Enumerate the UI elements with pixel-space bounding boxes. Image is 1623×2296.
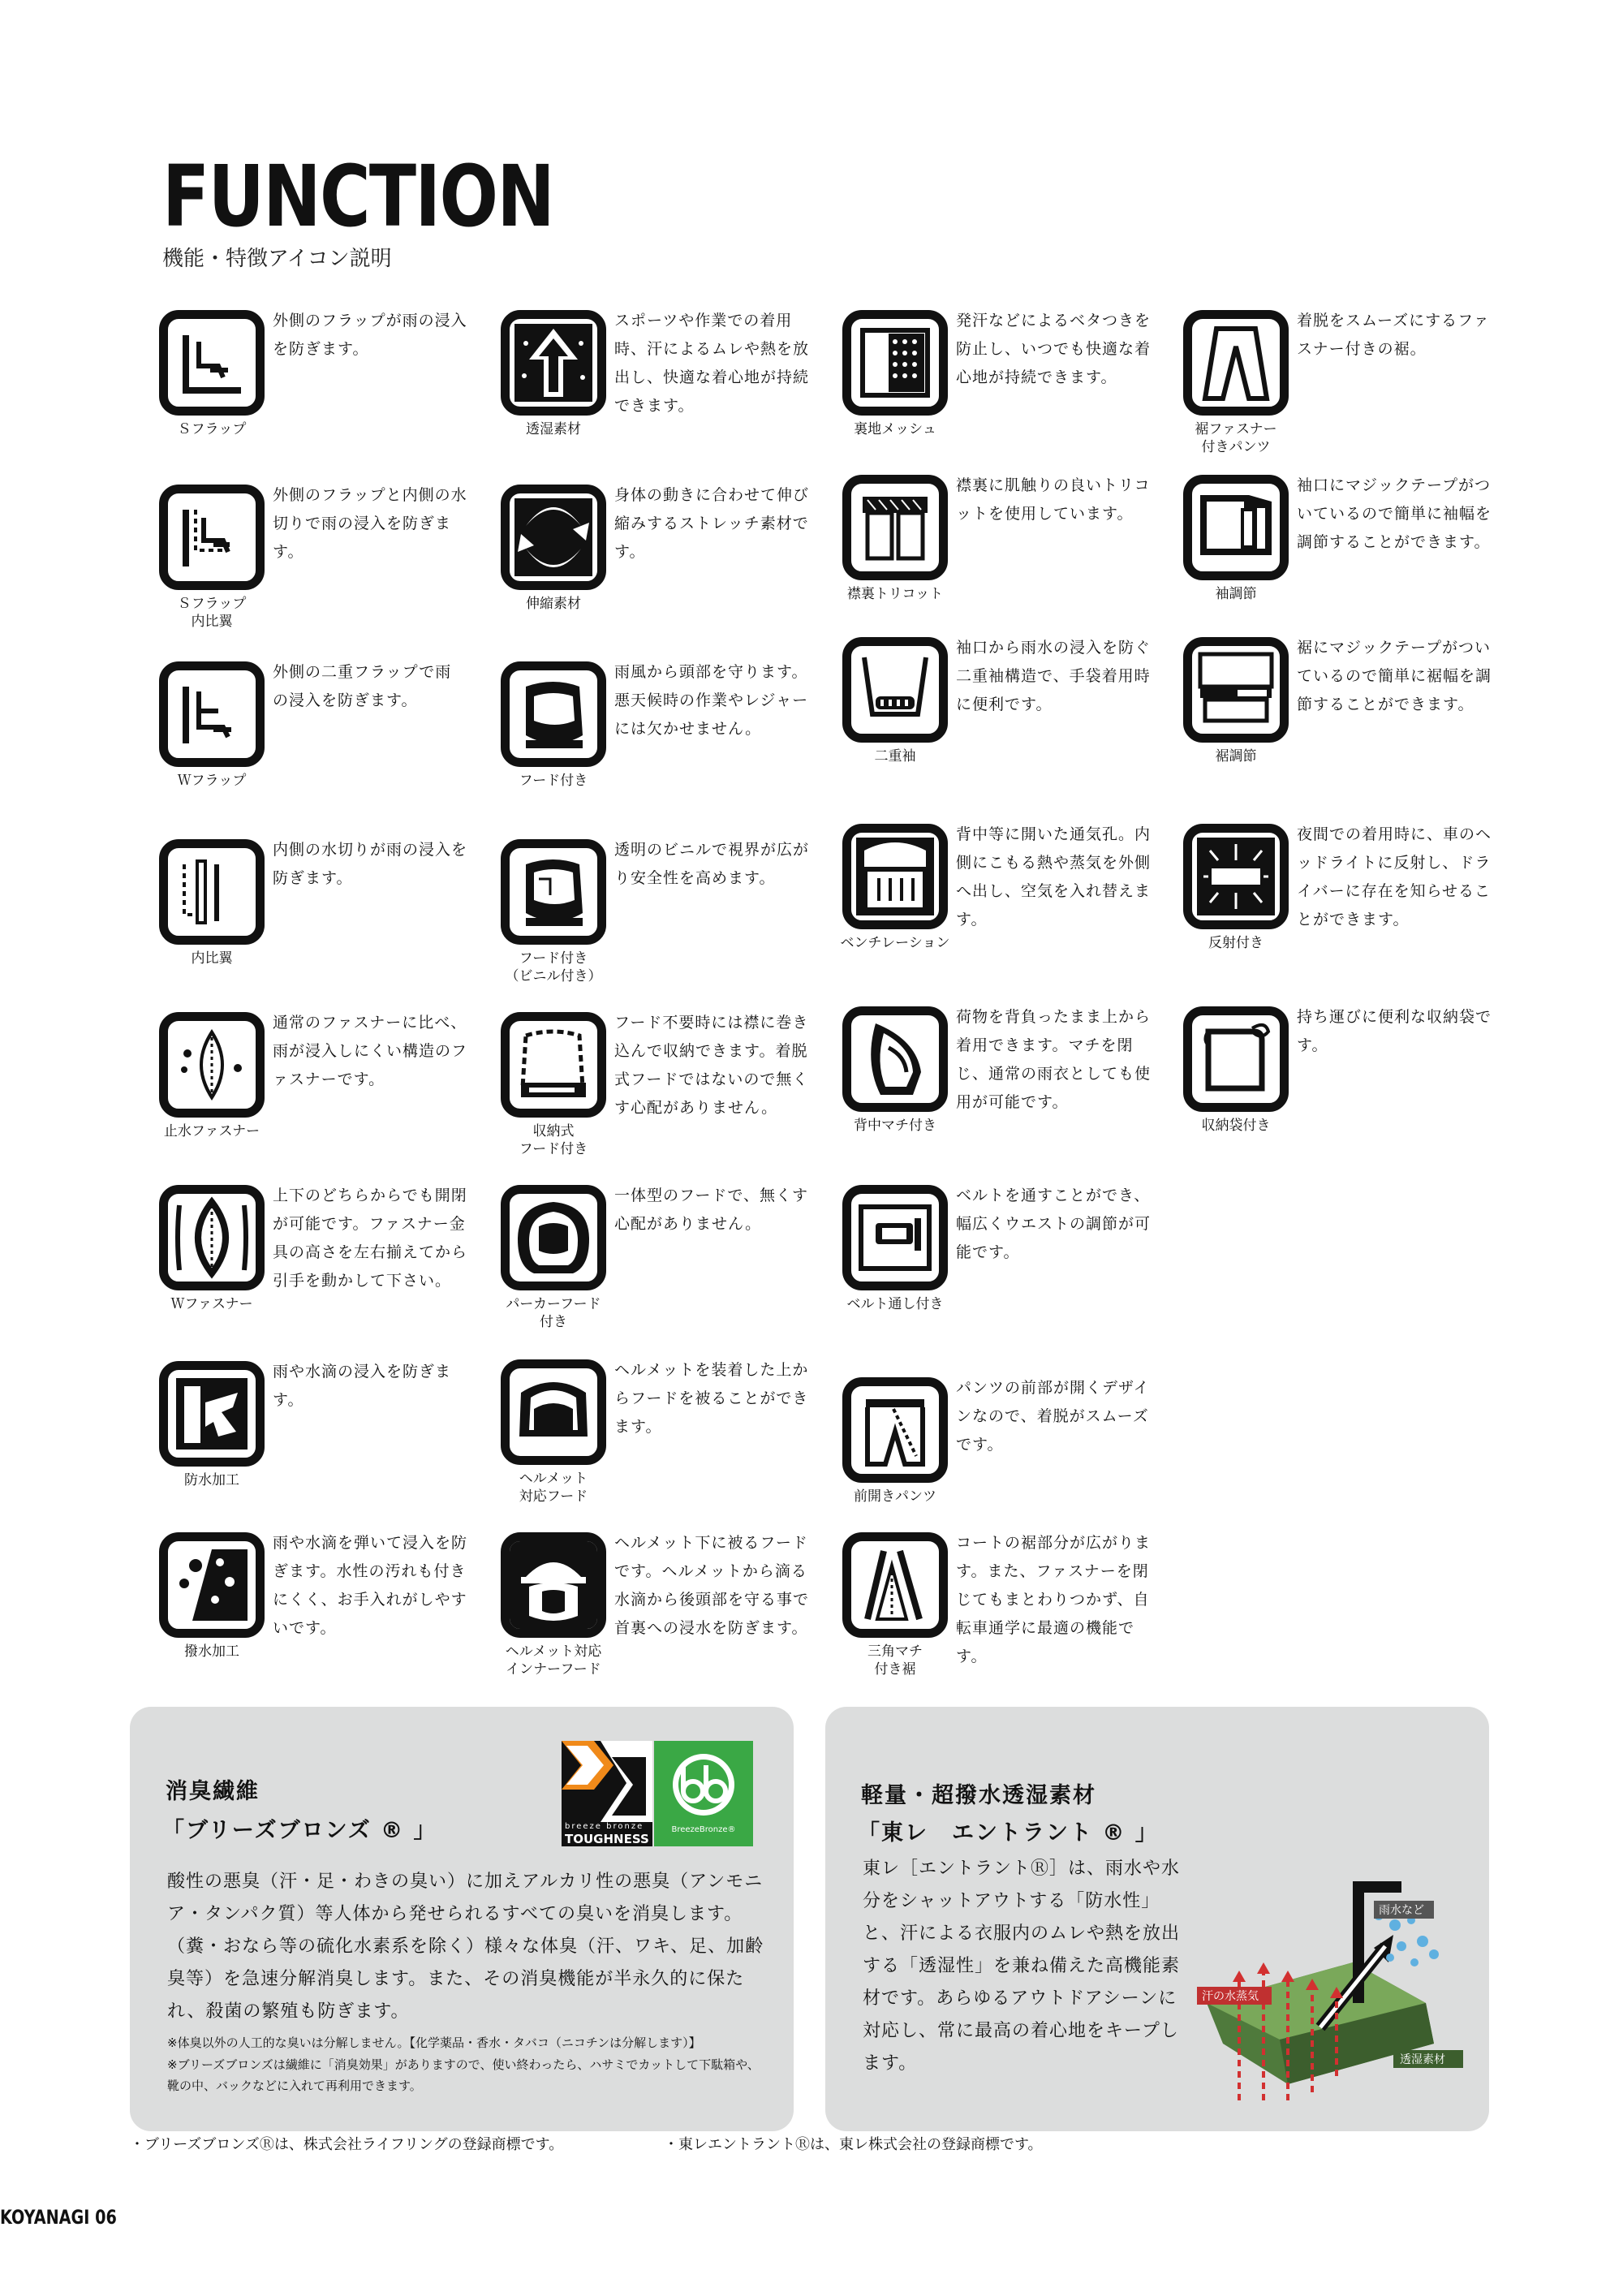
function-item xyxy=(842,824,1151,986)
hood-icon xyxy=(501,661,606,767)
helmet-hood-icon-svg xyxy=(510,1368,597,1456)
panel-note-1: ※体臭以外の人工的な臭いは分解しません。【化学薬品・香水・タバコ（ニコチンは分解します）】 xyxy=(167,2035,701,2050)
function-label: 襟裏トリコット xyxy=(846,586,944,602)
function-description: 襟裏に肌触りの良いトリコットを使用しています。 xyxy=(956,476,1151,523)
function-label: 防水加工 xyxy=(184,1472,239,1488)
hem-zipper-pants-icon xyxy=(1183,310,1289,416)
front-open-pants-icon xyxy=(842,1377,948,1483)
hood-icon-svg xyxy=(510,670,597,758)
function-description: 雨や水滴の浸入を防ぎます。 xyxy=(273,1363,452,1409)
diagram-rain-label: 雨水など xyxy=(1379,1904,1424,1917)
hood-vinyl-icon-svg xyxy=(510,848,597,936)
entrant-material-panel xyxy=(825,1707,1489,2131)
function-item xyxy=(501,839,809,1002)
function-label: 背中マチ付き xyxy=(854,1118,936,1134)
s-flap-inner-icon xyxy=(159,485,265,590)
function-description: 上下のどちらからでも開閉が可能です。ファスナー金具の高さを左右揃えてから引手を動かして下さい。 xyxy=(273,1187,468,1290)
function-item xyxy=(159,485,467,647)
s-flap-icon-svg xyxy=(168,319,256,407)
function-label: Ｗフラップ xyxy=(177,773,247,789)
function-label: 撥水加工 xyxy=(184,1643,239,1660)
function-description: 外側のフラップが雨の浸入を防ぎます。 xyxy=(273,312,467,358)
function-description: 一体型のフードで、無くす心配がありません。 xyxy=(614,1187,809,1233)
function-label: 袖調節 xyxy=(1215,586,1257,602)
inner-flap-icon xyxy=(159,839,265,945)
footnote-right: ・東レエントラントⓇは、東レ株式会社の登録商標です。 xyxy=(664,2136,1043,2153)
function-description: フード不要時には襟に巻き込んで収納できます。着脱式フードではないので無くす心配がありません。 xyxy=(614,1014,809,1117)
helmet-hood-icon xyxy=(501,1359,606,1465)
function-description: 持ち運びに便利な収納袋です。 xyxy=(1297,1008,1492,1054)
reflector-icon xyxy=(1183,824,1289,929)
function-label: 裾調節 xyxy=(1215,748,1257,765)
function-item xyxy=(842,1532,1151,1695)
hood-vinyl-icon xyxy=(501,839,606,945)
function-item xyxy=(501,1359,809,1522)
w-flap-icon-svg xyxy=(168,670,256,758)
function-item xyxy=(159,310,467,472)
function-label: Ｗファスナー xyxy=(170,1296,253,1312)
function-label: フード付き （ビニル付き） xyxy=(505,950,602,984)
function-label: 収納式 フード付き xyxy=(519,1123,588,1157)
function-description: 袖口から雨水の浸入を防ぐ二重袖構造で、手袋着用時に便利です。 xyxy=(956,639,1152,713)
function-item xyxy=(1183,310,1492,472)
function-label: 伸縮素材 xyxy=(526,596,581,612)
function-item xyxy=(1183,475,1492,637)
function-label: フード付き xyxy=(519,773,588,789)
breathable-icon-svg xyxy=(510,319,597,407)
function-item xyxy=(501,310,809,472)
function-label: 裾ファスナー 付きパンツ xyxy=(1195,421,1277,455)
function-item xyxy=(159,1532,467,1695)
reflector-icon-svg xyxy=(1192,833,1280,920)
function-item xyxy=(1183,824,1492,986)
function-description: 裾にマジックテープがついているので簡単に裾幅を調節することができます。 xyxy=(1297,639,1492,713)
entrant-diagram xyxy=(1190,1873,1483,2100)
function-item xyxy=(842,1006,1151,1169)
double-cuff-icon-svg xyxy=(851,646,939,734)
waterproof-icon xyxy=(159,1361,265,1467)
function-description: 夜間での着用時に、車のヘッドライトに反射し、ドライバーに存在を知らせることができます。 xyxy=(1297,825,1492,928)
function-item xyxy=(159,1185,467,1347)
storage-bag-icon-svg xyxy=(1192,1015,1280,1103)
w-zipper-icon xyxy=(159,1185,265,1290)
function-label: 裏地メッシュ xyxy=(854,421,936,437)
function-item xyxy=(1183,637,1492,799)
parka-hood-icon xyxy=(501,1185,606,1290)
function-label: 収納袋付き xyxy=(1201,1118,1271,1134)
hem-adjust-icon-svg xyxy=(1192,646,1280,734)
function-description: ヘルメット下に被るフードです。ヘルメットから滴る水滴から後頭部を守る事で首裏への浸水を防ぎます。 xyxy=(614,1534,810,1637)
function-description: 荷物を背負ったまま上から着用できます。マチを閉じ、通常の雨衣としても使用が可能です。 xyxy=(956,1008,1152,1111)
helmet-inner-hood-icon-svg xyxy=(510,1541,597,1629)
w-zipper-icon-svg xyxy=(168,1194,256,1282)
ventilation-icon xyxy=(842,824,948,929)
function-item xyxy=(842,475,1151,637)
function-item xyxy=(501,485,809,647)
function-item xyxy=(501,1012,809,1174)
function-label: ヘルメット対応 インナーフード xyxy=(505,1643,602,1678)
back-gusset-icon-svg xyxy=(851,1015,939,1103)
s-flap-icon xyxy=(159,310,265,416)
toughness-logo xyxy=(562,1741,652,1846)
footnote-left: ・ブリーズブロンズⓇは、株式会社ライフリングの登録商標です。 xyxy=(130,2136,564,2153)
toughness-logo-small-text: breeze bronze xyxy=(565,1822,644,1831)
belt-loop-icon-svg xyxy=(851,1194,939,1282)
function-item xyxy=(159,1361,467,1523)
collar-tricot-icon-svg xyxy=(851,484,939,571)
s-flap-inner-icon-svg xyxy=(168,493,256,581)
diagram-material-label: 透湿素材 xyxy=(1400,2053,1445,2066)
parka-hood-icon-svg xyxy=(510,1194,597,1282)
panel-note-2: ※ブリーズブロンズは繊維に「消臭効果」がありますので、使い終わったら、ハサミでカットして下駄箱や、靴の中、バックなどに入れて再利用できます。 xyxy=(167,2057,760,2093)
function-label: ベルト通し付き xyxy=(846,1296,944,1312)
function-description: 雨や水滴を弾いて浸入を防ぎます。水性の汚れも付きにくく、お手入れがしやすいです。 xyxy=(273,1534,468,1637)
breathable-icon xyxy=(501,310,606,416)
function-label: ベンチレーション xyxy=(840,935,950,951)
triangle-gusset-icon-svg xyxy=(851,1541,939,1629)
front-open-pants-icon-svg xyxy=(851,1386,939,1474)
function-label: 反射付き xyxy=(1208,935,1264,951)
stretch-icon-svg xyxy=(510,493,597,581)
hem-adjust-icon xyxy=(1183,637,1289,743)
deodorant-fiber-panel xyxy=(130,1707,794,2131)
function-description: 雨風から頭部を守ります。悪天候時の作業やレジャーには欠かせません。 xyxy=(614,663,809,738)
function-description: 発汗などによるベタつきを防止し、いつでも快適な着心地が持続できます。 xyxy=(956,312,1152,386)
waterproof-zipper-icon xyxy=(159,1012,265,1118)
function-description: パンツの前部が開くデザインなので、着脱がスムーズです。 xyxy=(956,1379,1150,1454)
inner-flap-icon-svg xyxy=(168,848,256,936)
mesh-lining-icon-svg xyxy=(851,319,939,407)
function-description: ベルトを通すことができ、幅広くウエストの調節が可能です。 xyxy=(956,1187,1152,1261)
stowable-hood-icon xyxy=(501,1012,606,1118)
function-label: Ｓフラップ 内比翼 xyxy=(177,596,247,630)
function-description: 着脱をスムーズにするファスナー付きの裾。 xyxy=(1297,312,1490,358)
function-label: 二重袖 xyxy=(874,748,916,765)
function-item xyxy=(159,661,467,824)
function-label: 内比翼 xyxy=(191,950,233,967)
sleeve-adjust-icon xyxy=(1183,475,1289,580)
function-item xyxy=(159,839,467,1002)
panel-product-name: 「ブリーズブロンズ ® 」 xyxy=(162,1818,437,1843)
water-repellent-icon xyxy=(159,1532,265,1638)
page-subtitle: 機能・特徴アイコン説明 xyxy=(162,247,392,271)
panel-product-name: 「東レ エントラント ® 」 xyxy=(858,1820,1159,1846)
stretch-icon xyxy=(501,485,606,590)
panel-body: 酸性の悪臭（汗・足・わきの臭い）に加えアルカリ性の悪臭（アンモニア・タンパク質）等人体から発せられるすべての臭いを消臭します。（糞・おなら等の硫化水素系を除く）様々な体臭（汗、ワキ、足、加齢臭等）を急速分解消臭します。また、その消臭機能が半永久的に保たれ、殺菌の繁殖も防ぎます。 xyxy=(167,1872,764,2022)
function-description: 身体の動きに合わせて伸び縮みするストレッチ素材です。 xyxy=(614,486,810,561)
panel-body: 東レ［エントラントⓇ］は、雨水や水分をシャットアウトする「防水性」と、汗による衣服内のムレや熱を放出する「透湿性」を兼ね備えた高機能素材です。あらゆるアウトドアシーンに対応し、常に最高の着心地をキープします。 xyxy=(863,1859,1181,2074)
function-label: Ｓフラップ xyxy=(177,421,247,437)
function-label: 三角マチ 付き裾 xyxy=(867,1643,923,1678)
collar-tricot-icon xyxy=(842,475,948,580)
function-item xyxy=(842,1185,1151,1347)
mesh-lining-icon xyxy=(842,310,948,416)
breezebronze-logo xyxy=(654,1741,753,1846)
function-description: コートの裾部分が広がります。また、ファスナーを閉じてもまとわりつかず、自転車通学に最適の機能です。 xyxy=(956,1534,1152,1665)
w-flap-icon xyxy=(159,661,265,767)
function-label: 前開きパンツ xyxy=(854,1488,936,1505)
function-description: 外側の二重フラップで雨の浸入を防ぎます。 xyxy=(273,663,452,709)
stowable-hood-icon-svg xyxy=(510,1021,597,1109)
breezebronze-logo-mark xyxy=(654,1741,753,1822)
page-title: FUNCTION xyxy=(162,147,554,246)
function-item xyxy=(842,310,1151,472)
function-item xyxy=(159,1012,467,1174)
function-label: パーカーフード 付き xyxy=(506,1296,601,1330)
waterproof-zipper-icon-svg xyxy=(168,1021,256,1109)
function-item xyxy=(842,637,1151,799)
function-item xyxy=(1183,1006,1492,1169)
function-description: スポーツや作業での着用時、汗によるムレや熱を放出し、快適な着心地が持続できます。 xyxy=(614,312,810,415)
function-description: 通常のファスナーに比べ、雨が浸入しにくい構造のファスナーです。 xyxy=(273,1014,468,1088)
function-label: ヘルメット 対応フード xyxy=(519,1471,588,1505)
double-cuff-icon xyxy=(842,637,948,743)
function-item xyxy=(501,1185,809,1347)
function-description: 内側の水切りが雨の浸入を防ぎます。 xyxy=(273,841,468,887)
function-item xyxy=(501,661,809,824)
waterproof-icon-svg xyxy=(168,1370,256,1458)
panel-title: 軽量・超撥水透湿素材 xyxy=(861,1783,1096,1808)
storage-bag-icon xyxy=(1183,1006,1289,1112)
panel-title: 消臭繊維 xyxy=(166,1779,260,1804)
ventilation-icon-svg xyxy=(851,833,939,920)
belt-loop-icon xyxy=(842,1185,948,1290)
function-item xyxy=(842,1377,1151,1540)
back-gusset-icon xyxy=(842,1006,948,1112)
triangle-gusset-icon xyxy=(842,1532,948,1638)
function-label: 止水ファスナー xyxy=(163,1123,260,1139)
function-description: ヘルメットを装着した上からフードを被ることができます。 xyxy=(614,1361,809,1436)
function-description: 透明のビニルで視界が広がり安全性を高めます。 xyxy=(614,841,810,887)
function-label: 透湿素材 xyxy=(526,421,581,437)
helmet-inner-hood-icon xyxy=(501,1532,606,1638)
breezebronze-logo-text: BreezeBronze® xyxy=(671,1825,736,1834)
page-number: KOYANAGI 06 xyxy=(0,2206,117,2229)
sleeve-adjust-icon-svg xyxy=(1192,484,1280,571)
water-repellent-icon-svg xyxy=(168,1541,256,1629)
function-description: 背中等に開いた通気孔。内側にこもる熱や蒸気を外側へ出し、空気を入れ替えます。 xyxy=(956,825,1152,928)
toughness-logo-mark xyxy=(562,1741,652,1822)
function-description: 袖口にマジックテープがついているので簡単に袖幅を調節することができます。 xyxy=(1297,476,1492,551)
diagram-vapor-label: 汗の水蒸気 xyxy=(1202,1990,1259,2003)
function-description: 外側のフラップと内側の水切りで雨の浸入を防ぎます。 xyxy=(273,486,467,561)
toughness-logo-text: TOUGHNESS xyxy=(565,1832,649,1846)
hem-zipper-pants-icon-svg xyxy=(1192,319,1280,407)
function-item xyxy=(501,1532,809,1695)
